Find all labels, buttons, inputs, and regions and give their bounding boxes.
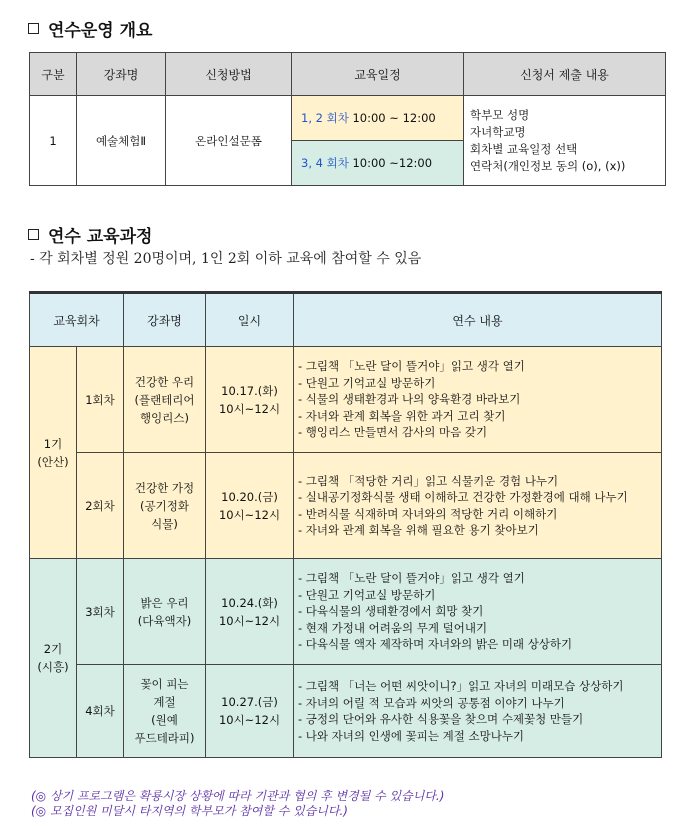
overview-table	[29, 52, 666, 186]
curriculum-row	[30, 453, 662, 559]
course-line: 건강한 우리	[134, 374, 195, 389]
course-line: 푸드테라피)	[134, 731, 195, 745]
schedule-time: 10:00 ~ 12:00	[352, 111, 436, 125]
group-2	[30, 559, 77, 758]
contents-cell	[294, 453, 662, 559]
submit-item: 자녀학교명	[470, 124, 526, 139]
header-method: 신청방법	[166, 53, 292, 96]
course-line: (원예	[151, 713, 178, 727]
contents-cell	[294, 559, 662, 665]
course-line: 밝은 우리	[140, 595, 189, 610]
content-line: - 실내공기정화식물 생태 이해하고 건강한 가정환경에 대해 나누기	[298, 490, 628, 504]
content-line: - 자녀와 관계 회복을 위한 과거 고리 찾기	[298, 408, 506, 423]
course-cell	[124, 665, 206, 758]
time: 10시~12시	[218, 401, 281, 416]
round-label: 1회차	[77, 347, 124, 453]
capacity-note: - 각 회차별 정원 20명이며, 1인 2회 이하 교육에 참여할 수 있음	[30, 251, 422, 267]
content-line: - 긍정의 단어와 유사한 식용꽃을 찾으며 수제꽃청 만들기	[298, 712, 584, 726]
header-course: 강좌명	[124, 293, 206, 347]
content-line: - 그림책 「노란 달이 뜰거야」읽고 생각 열기	[298, 571, 525, 586]
submit-item: 학부모 성명	[470, 107, 530, 122]
content-line: - 나와 자녀의 인생에 꽃피는 계절 소망나누기	[298, 728, 525, 743]
section1-heading	[28, 16, 152, 41]
content-line: - 그림책 「노란 달이 뜰거야」읽고 생각 열기	[298, 359, 525, 374]
schedule-session: 3, 4 회차	[301, 156, 349, 170]
datetime-cell	[206, 347, 294, 453]
header-round: 교육회차	[30, 293, 124, 347]
round-label: 3회차	[77, 559, 124, 665]
round-label: 4회차	[77, 665, 124, 758]
section1-title: 연수운영 개요	[48, 21, 153, 41]
checkbox-square-icon	[28, 229, 39, 240]
course-cell	[124, 453, 206, 559]
content-line: - 현재 가정내 어려움의 무게 덜어내기	[298, 620, 488, 635]
date: 10.24.(화)	[221, 595, 278, 610]
time: 10시~12시	[218, 713, 281, 727]
overview-header-row	[30, 53, 666, 96]
course-line: 행잉리스)	[140, 410, 189, 425]
course-cell	[124, 559, 206, 665]
schedule-time: 10:00 ~12:00	[352, 156, 433, 170]
content-line: - 단원고 기억교실 방문하기	[298, 587, 436, 602]
content-line: - 자녀의 어릴 적 모습과 씨앗의 공통점 이야기 나누기	[298, 695, 565, 710]
datetime-cell	[206, 559, 294, 665]
content-line: - 행잉리스 만들면서 감사의 마음 갖기	[298, 425, 488, 440]
date: 10.17.(화)	[221, 383, 278, 398]
submit-item: 회차별 교육일정 선택	[470, 141, 578, 156]
content-line: - 자녀와 관계 회복을 위해 필요한 용기 찾아보기	[298, 523, 539, 537]
datetime-cell	[206, 453, 294, 559]
group-name: 1기	[43, 436, 63, 451]
contents-cell	[294, 665, 662, 758]
section2-heading	[28, 222, 152, 247]
curriculum-row	[30, 559, 662, 665]
header-schedule: 교육일정	[292, 53, 464, 96]
course-line: 건강한 가정	[134, 480, 195, 495]
content-line: - 그림책 「적당한 거리」읽고 식물키운 경험 나누기	[298, 473, 559, 488]
course-line: (다육액자)	[137, 613, 192, 628]
footer-note-2: (◎ 모집인원 미달시 타지역의 학부모가 참여할 수 있습니다.)	[31, 804, 348, 818]
group-name: 2기	[43, 642, 63, 656]
overview-row	[30, 96, 666, 141]
time: 10시~12시	[218, 613, 281, 628]
curriculum-header-row	[30, 293, 662, 347]
time: 10시~12시	[218, 507, 281, 522]
schedule-1	[292, 96, 464, 141]
checkbox-square-icon	[28, 23, 39, 34]
header-contents: 연수 내용	[294, 293, 662, 347]
content-line: - 다육식물의 생태환경에서 희망 찾기	[298, 604, 484, 619]
curriculum-table	[29, 291, 662, 758]
curriculum-row	[30, 347, 662, 453]
apply-method: 온라인설문폼	[166, 96, 292, 186]
curriculum-row	[30, 665, 662, 758]
group-region: (시흥)	[37, 660, 69, 674]
schedule-session: 1, 2 회차	[301, 111, 349, 125]
header-datetime: 일시	[206, 293, 294, 347]
round-label: 2회차	[77, 453, 124, 559]
contents-cell	[294, 347, 662, 453]
header-submit: 신청서 제출 내용	[464, 53, 666, 96]
section2-title: 연수 교육과정	[48, 227, 153, 247]
content-line: - 그림책 「너는 어떤 씨앗이니?」읽고 자녀의 미래모습 상상하기	[298, 679, 624, 693]
course-line: 계절	[153, 695, 176, 709]
content-line: - 단원고 기억교실 방문하기	[298, 375, 436, 390]
group-region: (안산)	[37, 454, 69, 469]
course-line: 꽃이 피는	[140, 677, 189, 691]
footer-note-1: (◎ 상기 프로그램은 확룡시장 상황에 따라 기관과 협의 후 변경될 수 있습니다.)	[31, 789, 445, 803]
header-category: 구분	[30, 53, 77, 96]
datetime-cell	[206, 665, 294, 758]
date: 10.20.(금)	[221, 489, 278, 504]
course-line: (공기정화	[140, 498, 189, 513]
course-name: 예술체험Ⅱ	[77, 96, 166, 186]
content-line: - 식물의 생태환경과 나의 양육환경 바라보기	[298, 392, 521, 407]
submit-item: 연락처(개인정보 동의 (o), (x))	[470, 158, 626, 173]
group-1	[30, 347, 77, 559]
schedule-2	[292, 141, 464, 186]
submit-contents	[464, 96, 666, 186]
course-line: (플랜테리어	[134, 392, 195, 407]
course-cell	[124, 347, 206, 453]
content-line: - 반려식물 식재하며 자녀와의 적당한 거리 이해하기	[298, 506, 558, 521]
row-number: 1	[30, 96, 77, 186]
content-line: - 다육식물 액자 제작하며 자녀와의 밝은 미래 상상하기	[298, 637, 573, 652]
header-course: 강좌명	[77, 53, 166, 96]
date: 10.27.(금)	[221, 695, 278, 709]
course-line: 식물)	[151, 516, 178, 531]
